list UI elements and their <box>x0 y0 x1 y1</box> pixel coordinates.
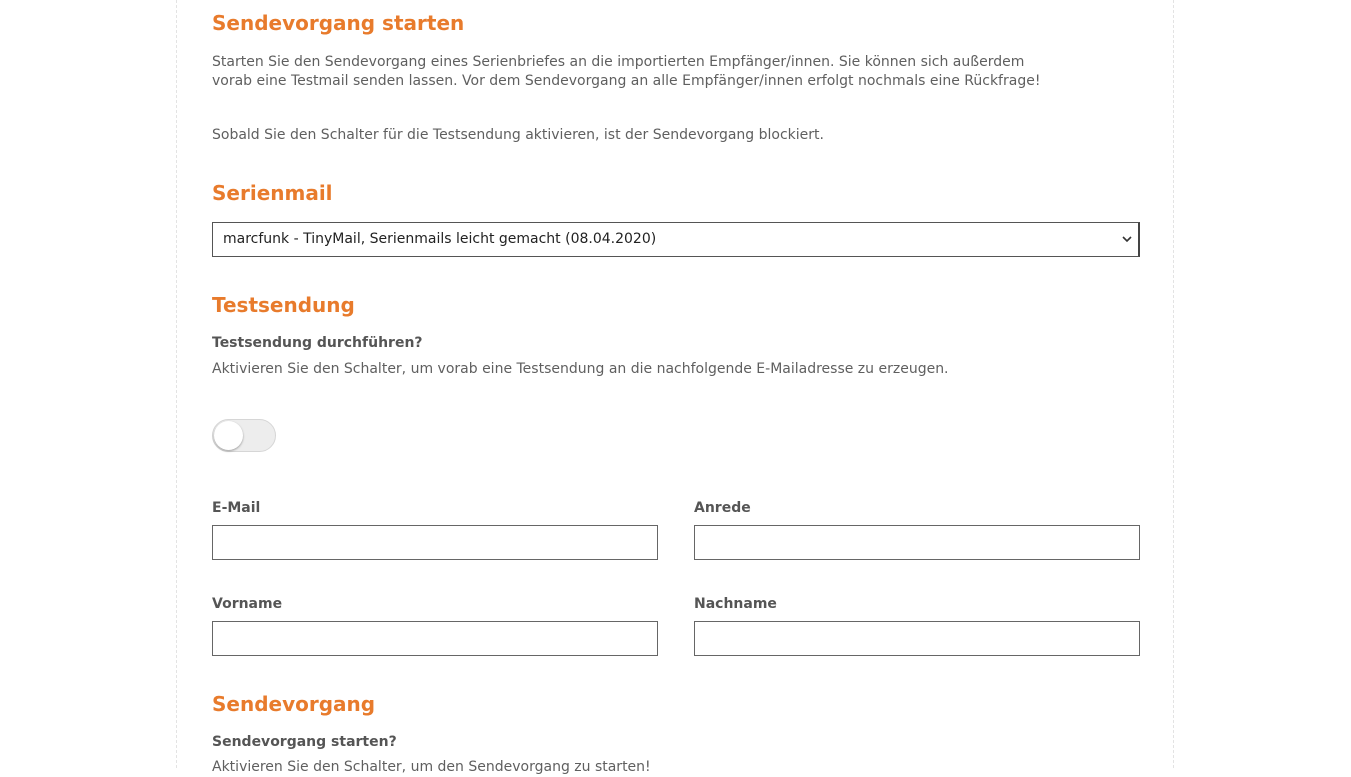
page-container <box>176 0 1174 775</box>
sendevorgang-question: Sendevorgang starten? <box>212 734 397 750</box>
email-label: E-Mail <box>212 500 261 516</box>
sendevorgang-description: Aktivieren Sie den Schalter, um den Sendevorgang zu starten! <box>212 759 651 775</box>
toggle-knob <box>214 421 243 450</box>
serienmail-selected-value: marcfunk - TinyMail, Serienmails leicht gemacht (08.04.2020) <box>223 231 657 247</box>
serienmail-select[interactable] <box>212 222 1140 257</box>
intro-text-line-1: Starten Sie den Sendevorgang eines Serienbriefes an die importierten Empfänger/innen. Sie können sich außerdem <box>212 54 1025 70</box>
anrede-label: Anrede <box>694 500 751 516</box>
section-heading-sendevorgang-starten: Sendevorgang starten <box>212 11 465 35</box>
section-heading-testsendung: Testsendung <box>212 293 355 317</box>
vorname-field[interactable] <box>212 621 658 656</box>
chevron-down-icon <box>1122 223 1132 269</box>
nachname-label: Nachname <box>694 596 777 612</box>
section-heading-serienmail: Serienmail <box>212 181 333 205</box>
anrede-field[interactable] <box>694 525 1140 560</box>
email-field[interactable] <box>212 525 658 560</box>
intro-text-line-2: vorab eine Testmail senden lassen. Vor dem Sendevorgang an alle Empfänger/innen erfolgt nochmals eine Rückfrage! <box>212 73 1041 89</box>
section-heading-sendevorgang: Sendevorgang <box>212 692 376 716</box>
testsendung-toggle[interactable] <box>212 419 276 452</box>
blocking-note: Sobald Sie den Schalter für die Testsendung aktivieren, ist der Sendevorgang blockiert. <box>212 127 824 143</box>
nachname-field[interactable] <box>694 621 1140 656</box>
vorname-label: Vorname <box>212 596 283 612</box>
testsendung-question: Testsendung durchführen? <box>212 335 423 351</box>
testsendung-description: Aktivieren Sie den Schalter, um vorab eine Testsendung an die nachfolgende E-Mailadresse zu erzeugen. <box>212 361 949 377</box>
